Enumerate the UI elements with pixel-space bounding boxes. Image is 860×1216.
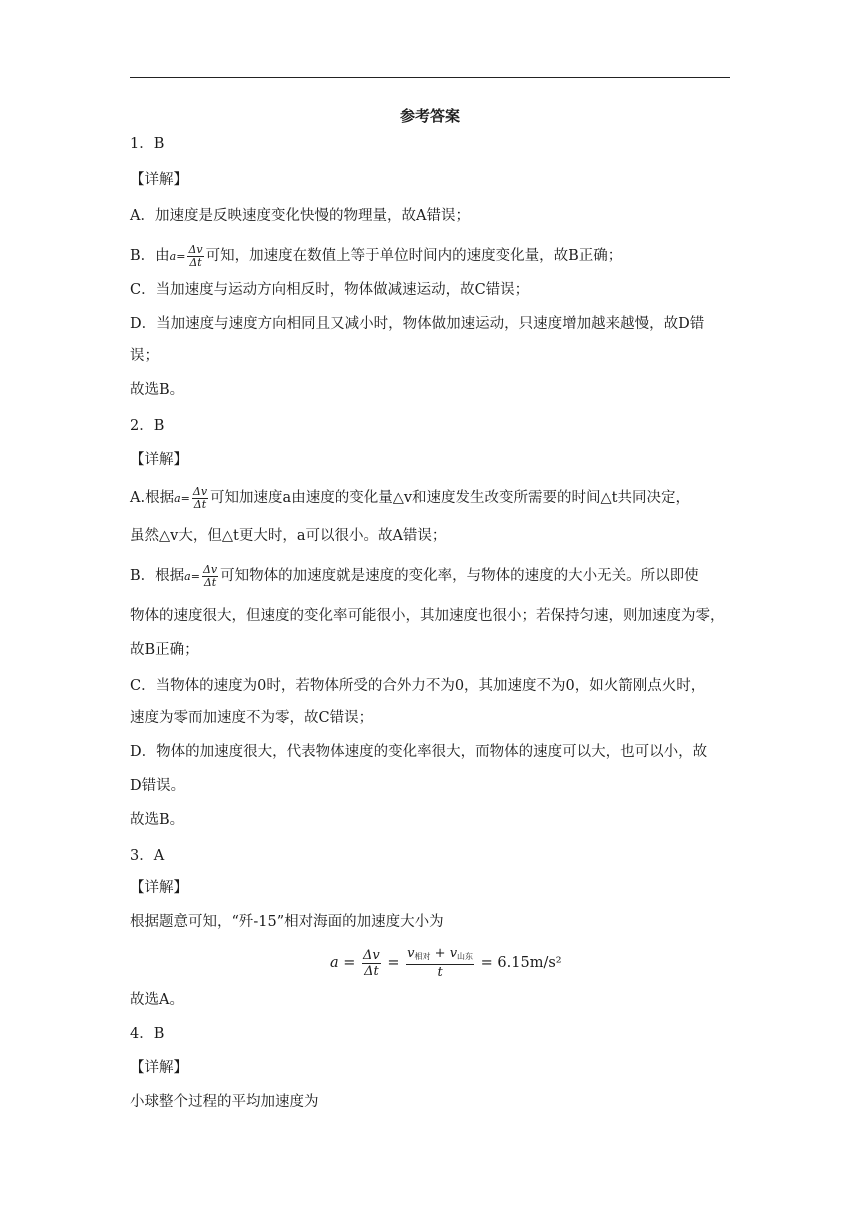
formula-eq: = (176, 250, 186, 263)
q2-option-a-line2: 虽然△v大，但△t更大时，a可以很小。故A错误； (130, 528, 447, 544)
q3-equation (330, 943, 570, 983)
eq-equals: = (343, 955, 356, 971)
page-title: 参考答案 (399, 107, 460, 125)
q2-option-d-line2: D错误。 (130, 778, 186, 794)
eq-sub-relative: 相对 (414, 952, 431, 961)
fraction-denominator: Δt (189, 255, 202, 269)
q2-option-b-line2: 物体的速度很大，但速度的变化率可能很小，其加速度也很小；若保持匀速，则加速度为零， (130, 608, 725, 624)
eq-sum-denominator: t (437, 965, 443, 980)
fraction-numerator: Δv (188, 242, 203, 256)
eq-fraction-sum (406, 946, 474, 980)
formula-a: a (184, 570, 191, 583)
q2-b-prefix: B．根据 (130, 568, 185, 584)
fraction-dv-dt (192, 486, 208, 511)
eq-a: a (330, 955, 339, 971)
q3-number: 3．A (130, 848, 165, 864)
fraction-numerator: Δv (192, 484, 208, 498)
q2-number: 2．B (130, 418, 165, 434)
q2-option-b-line3: 故B正确； (130, 642, 199, 658)
q3-conclusion: 故选A。 (130, 992, 184, 1008)
fraction-denominator: Δt (203, 575, 217, 589)
q4-detail-tag: 【详解】 (130, 1060, 188, 1076)
q3-text: 根据题意可知，“歼-15”相对海面的加速度大小为 (130, 914, 444, 930)
q2-option-b-line1 (130, 560, 730, 592)
q2-option-a-line1 (130, 482, 730, 514)
formula-eq: = (190, 570, 200, 583)
eq-numerator: Δv (363, 947, 380, 963)
eq-denominator: Δt (364, 963, 379, 979)
eq-v2: v (449, 946, 458, 961)
q2-conclusion: 故选B。 (130, 812, 185, 828)
q2-option-d-line1: D．物体的加速度很大，代表物体速度的变化率很大，而物体的速度可以大，也可以小，故 (130, 744, 708, 760)
q1-option-d-line2: 误； (130, 348, 159, 364)
formula-eq: = (180, 492, 190, 505)
q4-number: 4．B (130, 1026, 165, 1042)
q2-option-c-line1: C．当物体的速度为0时，若物体所受的合外力不为0，其加速度不为0，如火箭刚点火时， (130, 678, 706, 694)
q1-conclusion: 故选B。 (130, 382, 185, 398)
eq-sum-numerator (406, 946, 474, 965)
eq-v1: v (407, 946, 415, 961)
eq-result: = 6.15m/s² (480, 955, 562, 971)
eq-sub-shandong: 山东 (457, 952, 474, 961)
q3-detail-tag: 【详解】 (130, 880, 188, 896)
eq-equals-2: = (387, 955, 400, 971)
fraction-dv-dt (187, 244, 203, 269)
fraction-dv-dt (202, 564, 218, 589)
q2-b-suffix: 可知物体的加速度就是速度的变化率，与物体的速度的大小无关。所以即使 (220, 568, 699, 584)
q1-option-d-line1: D．当加速度与速度方向相同且又减小时，物体做加速运动，只速度增加越来越慢，故D错 (130, 316, 705, 332)
q2-option-c-line2: 速度为零而加速度不为零，故C错误； (130, 710, 374, 726)
eq-fraction-dv-dt (362, 948, 381, 979)
q1-b-suffix: 可知，加速度在数值上等于单位时间内的速度变化量，故B正确； (205, 248, 623, 264)
eq-plus: + (434, 946, 446, 961)
q2-detail-tag: 【详解】 (130, 452, 188, 468)
formula-a: a (169, 250, 177, 263)
formula-a: a (174, 492, 181, 505)
header-rule (130, 77, 730, 78)
q1-b-prefix: B．由 (130, 248, 170, 264)
q2-a-suffix: 可知加速度a由速度的变化量△v和速度发生改变所需要的时间△t共同决定， (210, 490, 691, 506)
q4-text: 小球整个过程的平均加速度为 (130, 1094, 319, 1110)
fraction-denominator: Δt (193, 497, 207, 511)
q1-number: 1．B (130, 136, 165, 152)
q1-option-a: A．加速度是反映速度变化快慢的物理量，故A错误； (130, 208, 470, 224)
fraction-numerator: Δv (202, 562, 218, 576)
q1-detail-tag: 【详解】 (130, 172, 188, 188)
q2-a-prefix: A.根据 (130, 490, 175, 506)
q1-option-c: C．当加速度与运动方向相反时，物体做减速运动，故C错误； (130, 282, 530, 298)
q1-option-b (130, 240, 730, 272)
